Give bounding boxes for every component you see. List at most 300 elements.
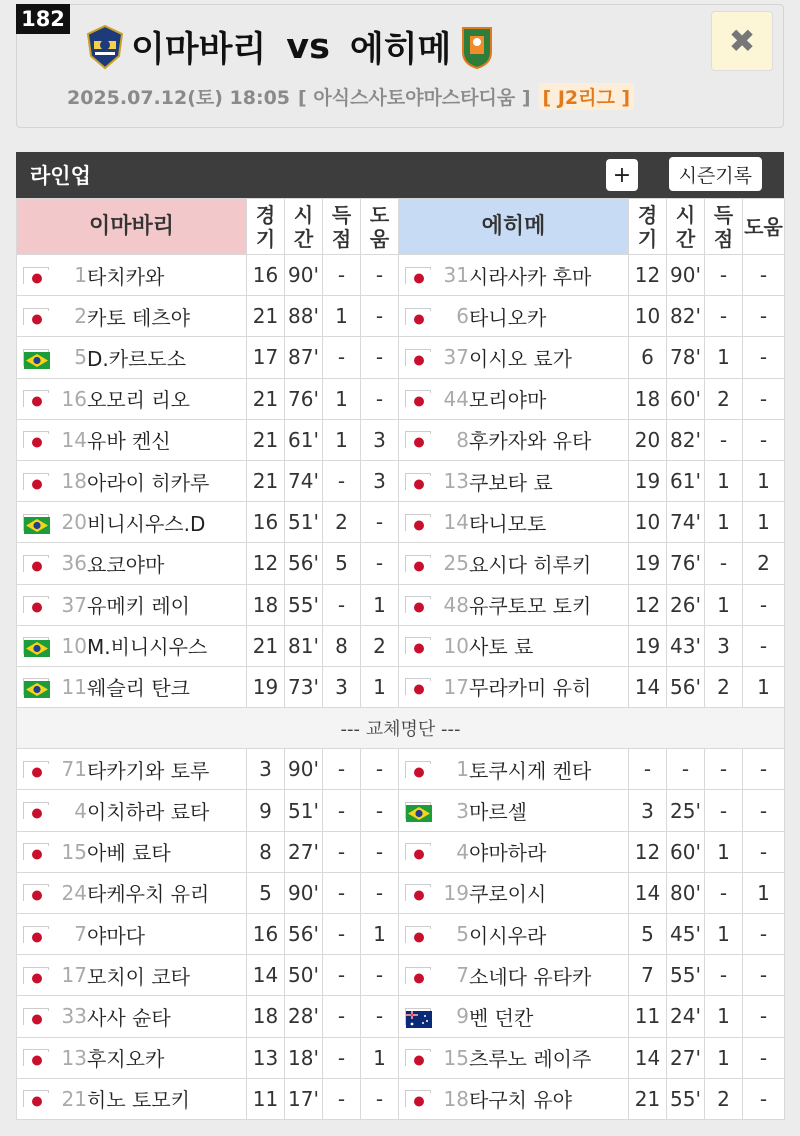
jp-flag-icon: [405, 637, 431, 654]
jp-flag-icon: [405, 843, 431, 860]
home-player-cell[interactable]: [17, 666, 247, 707]
home-player-number: 16: [61, 386, 87, 411]
home-assists-cell: -: [361, 378, 399, 419]
away-time-cell: 45': [667, 914, 705, 955]
jp-flag-icon: [23, 1090, 49, 1107]
home-player-cell[interactable]: [17, 296, 247, 337]
away-player-cell[interactable]: [399, 666, 629, 707]
away-player-cell[interactable]: [399, 255, 629, 296]
away-goals-cell: -: [705, 419, 743, 460]
home-player-name[interactable]: 이치하라 료타: [87, 800, 210, 825]
home-time-cell: 74': [285, 460, 323, 501]
away-games-cell: 5: [629, 914, 667, 955]
home-player-name[interactable]: 타치카와: [87, 264, 165, 289]
home-team-emblem-icon: [85, 24, 125, 70]
home-games-cell: 16: [247, 255, 285, 296]
table-row: [17, 666, 785, 707]
home-player-name[interactable]: 히노 토모키: [87, 1088, 190, 1113]
home-assists-cell: -: [361, 543, 399, 584]
jp-flag-icon: [23, 1008, 49, 1025]
jp-flag-icon: [23, 267, 49, 284]
home-player-number: 14: [61, 427, 87, 452]
away-games-cell: 11: [629, 996, 667, 1037]
away-player-number: 37: [443, 345, 469, 370]
home-player-cell[interactable]: [17, 749, 247, 790]
away-assists-cell: 1: [743, 872, 785, 913]
home-player-name[interactable]: 웨슬리 탄크: [87, 676, 190, 701]
home-player-cell[interactable]: [17, 955, 247, 996]
away-player-cell[interactable]: [399, 460, 629, 501]
home-time-cell: 17': [285, 1078, 323, 1119]
away-player-name[interactable]: 마르셀: [469, 800, 527, 825]
jp-flag-icon: [23, 596, 49, 613]
away-assists-cell: -: [743, 419, 785, 460]
home-player-name[interactable]: 타케우치 유리: [87, 882, 210, 907]
away-goals-cell: -: [705, 872, 743, 913]
away-team-column-header: 에히메: [399, 199, 629, 255]
jp-flag-icon: [405, 1049, 431, 1066]
home-assists-cell: 1: [361, 666, 399, 707]
jp-flag-icon: [405, 884, 431, 901]
match-meta: [67, 83, 634, 110]
home-time-cell: 61': [285, 419, 323, 460]
home-player-number: 71: [61, 757, 87, 782]
away-games-cell: 21: [629, 1078, 667, 1119]
away-player-number: 14: [443, 510, 469, 535]
home-assists-cell: 1: [361, 914, 399, 955]
home-time-cell: 51': [285, 790, 323, 831]
away-player-cell[interactable]: [399, 790, 629, 831]
home-goals-cell: -: [323, 790, 361, 831]
br-flag-icon: [405, 802, 431, 819]
away-goals-cell: 1: [705, 1037, 743, 1078]
away-goals-cell: -: [705, 955, 743, 996]
home-assists-cell: 1: [361, 1037, 399, 1078]
away-time-cell: 55': [667, 1078, 705, 1119]
home-team-name[interactable]: 이마바리: [131, 30, 267, 70]
home-player-cell[interactable]: [17, 378, 247, 419]
home-time-cell: 76': [285, 378, 323, 419]
away-goals-cell: 1: [705, 460, 743, 501]
away-player-name[interactable]: 츠루노 레이주: [469, 1047, 592, 1072]
home-player-cell[interactable]: [17, 502, 247, 543]
home-player-cell[interactable]: [17, 584, 247, 625]
away-player-cell[interactable]: [399, 996, 629, 1037]
jp-flag-icon: [405, 678, 431, 695]
away-goals-cell: 1: [705, 831, 743, 872]
table-row: [17, 502, 785, 543]
home-games-header: 경기: [247, 199, 285, 255]
jp-flag-icon: [23, 555, 49, 572]
home-games-cell: 16: [247, 502, 285, 543]
home-time-cell: 88': [285, 296, 323, 337]
home-assists-cell: -: [361, 872, 399, 913]
away-player-name[interactable]: 타니오카: [469, 305, 547, 330]
jp-flag-icon: [405, 390, 431, 407]
jp-flag-icon: [405, 967, 431, 984]
away-player-number: 10: [443, 633, 469, 658]
away-player-number: 18: [443, 1086, 469, 1111]
home-player-name[interactable]: 요코야마: [87, 552, 165, 577]
away-player-cell[interactable]: [399, 502, 629, 543]
br-flag-icon: [23, 678, 49, 695]
home-player-cell[interactable]: [17, 872, 247, 913]
away-goals-cell: -: [705, 255, 743, 296]
away-player-number: 4: [456, 839, 469, 864]
table-row: [17, 584, 785, 625]
away-player-name[interactable]: 모리야마: [469, 388, 547, 413]
away-games-cell: 19: [629, 625, 667, 666]
home-player-name[interactable]: 오모리 리오: [87, 388, 190, 413]
away-time-cell: 55': [667, 955, 705, 996]
away-player-name[interactable]: 무라카미 유히: [469, 676, 592, 701]
away-time-cell: 27': [667, 1037, 705, 1078]
away-player-cell[interactable]: [399, 749, 629, 790]
away-assists-cell: -: [743, 625, 785, 666]
close-button[interactable]: [711, 11, 773, 71]
table-row: [17, 996, 785, 1037]
away-time-cell: 78': [667, 337, 705, 378]
away-player-name[interactable]: 타니모토: [469, 511, 547, 536]
home-player-cell[interactable]: [17, 419, 247, 460]
away-games-header: 경기: [629, 199, 667, 255]
away-time-cell: 60': [667, 831, 705, 872]
away-time-cell: 76': [667, 543, 705, 584]
away-player-number: 15: [443, 1045, 469, 1070]
home-assists-cell: -: [361, 255, 399, 296]
away-player-cell[interactable]: [399, 419, 629, 460]
away-goals-cell: 3: [705, 625, 743, 666]
home-games-cell: 16: [247, 914, 285, 955]
jp-flag-icon: [23, 843, 49, 860]
home-goals-cell: -: [323, 872, 361, 913]
away-goals-cell: 2: [705, 378, 743, 419]
home-player-number: 36: [61, 551, 87, 576]
away-player-cell[interactable]: [399, 1078, 629, 1119]
home-games-cell: 21: [247, 419, 285, 460]
away-player-name[interactable]: 이시오 료가: [469, 346, 572, 371]
away-time-cell: 25': [667, 790, 705, 831]
jp-flag-icon: [23, 802, 49, 819]
away-player-cell[interactable]: [399, 1037, 629, 1078]
home-goals-cell: -: [323, 460, 361, 501]
away-player-name[interactable]: 사토 료: [469, 635, 534, 660]
away-assists-cell: -: [743, 749, 785, 790]
jp-flag-icon: [405, 473, 431, 490]
away-time-cell: 61': [667, 460, 705, 501]
away-team-name[interactable]: 에히메: [349, 30, 452, 70]
home-player-name[interactable]: 타카기와 토루: [87, 758, 210, 783]
jp-flag-icon: [23, 926, 49, 943]
home-goals-cell: -: [323, 914, 361, 955]
home-player-name[interactable]: 유바 켄신: [87, 429, 171, 454]
home-player-name[interactable]: 유메키 레이: [87, 594, 190, 619]
away-time-cell: 80': [667, 872, 705, 913]
home-goals-cell: -: [323, 337, 361, 378]
away-player-number: 6: [456, 304, 469, 329]
home-player-cell[interactable]: [17, 337, 247, 378]
home-games-cell: 3: [247, 749, 285, 790]
away-assists-cell: -: [743, 790, 785, 831]
substitutes-label: --- 교체명단 ---: [17, 708, 785, 749]
home-player-number: 7: [74, 922, 87, 947]
home-assists-cell: 3: [361, 460, 399, 501]
away-goals-header: 득점: [705, 199, 743, 255]
jp-flag-icon: [405, 431, 431, 448]
away-assists-cell: 1: [743, 502, 785, 543]
table-row: [17, 831, 785, 872]
home-player-number: 1: [74, 263, 87, 288]
away-assists-cell: -: [743, 255, 785, 296]
home-assists-cell: -: [361, 749, 399, 790]
br-flag-icon: [23, 349, 49, 366]
away-games-cell: 19: [629, 460, 667, 501]
home-games-cell: 19: [247, 666, 285, 707]
home-player-number: 4: [74, 798, 87, 823]
away-time-cell: 56': [667, 666, 705, 707]
home-games-cell: 21: [247, 378, 285, 419]
home-assists-cell: -: [361, 996, 399, 1037]
away-assists-cell: -: [743, 914, 785, 955]
jp-flag-icon: [23, 761, 49, 778]
away-goals-cell: 2: [705, 666, 743, 707]
away-player-cell[interactable]: [399, 625, 629, 666]
home-games-cell: 11: [247, 1078, 285, 1119]
home-goals-cell: -: [323, 584, 361, 625]
home-player-number: 18: [61, 469, 87, 494]
away-time-cell: 24': [667, 996, 705, 1037]
home-goals-cell: 8: [323, 625, 361, 666]
jp-flag-icon: [405, 349, 431, 366]
away-player-name[interactable]: 소네다 유타카: [469, 964, 592, 989]
expand-button[interactable]: +: [606, 159, 638, 191]
home-team-column-header: 이마바리: [17, 199, 247, 255]
away-games-cell: 20: [629, 419, 667, 460]
lineup-header-bar: [16, 152, 784, 198]
away-assists-cell: -: [743, 1078, 785, 1119]
away-games-cell: -: [629, 749, 667, 790]
br-flag-icon: [23, 637, 49, 654]
jp-flag-icon: [405, 596, 431, 613]
away-player-name[interactable]: 요시다 히루키: [469, 552, 592, 577]
away-assists-cell: -: [743, 584, 785, 625]
away-player-cell[interactable]: [399, 584, 629, 625]
away-games-cell: 10: [629, 296, 667, 337]
away-assists-cell: -: [743, 1037, 785, 1078]
home-player-name[interactable]: 야마다: [87, 923, 145, 948]
home-goals-cell: 1: [323, 296, 361, 337]
jp-flag-icon: [23, 884, 49, 901]
away-player-cell[interactable]: [399, 955, 629, 996]
home-player-cell[interactable]: [17, 831, 247, 872]
away-player-number: 5: [456, 922, 469, 947]
away-player-name[interactable]: 벤 던칸: [469, 1005, 534, 1030]
away-goals-cell: 1: [705, 502, 743, 543]
lineup-table: [16, 198, 785, 1120]
away-player-number: 48: [443, 592, 469, 617]
away-player-name[interactable]: 유쿠토모 토키: [469, 594, 592, 619]
season-record-button[interactable]: 시즌기록: [669, 157, 762, 191]
away-player-cell[interactable]: [399, 378, 629, 419]
away-player-name[interactable]: 쿠로이시: [469, 882, 547, 907]
home-player-cell[interactable]: [17, 460, 247, 501]
table-row: [17, 625, 785, 666]
jp-flag-icon: [23, 1049, 49, 1066]
jp-flag-icon: [23, 308, 49, 325]
home-games-cell: 18: [247, 996, 285, 1037]
table-row: [17, 419, 785, 460]
home-goals-cell: 2: [323, 502, 361, 543]
home-player-cell[interactable]: [17, 1078, 247, 1119]
home-player-name[interactable]: 후지오카: [87, 1047, 165, 1072]
home-player-cell[interactable]: [17, 1037, 247, 1078]
home-player-number: 5: [74, 345, 87, 370]
match-number-badge: 182: [16, 4, 70, 34]
home-games-cell: 9: [247, 790, 285, 831]
home-assists-cell: -: [361, 955, 399, 996]
vs-label: vs: [286, 27, 330, 67]
home-time-cell: 55': [285, 584, 323, 625]
jp-flag-icon: [23, 473, 49, 490]
home-player-number: 10: [61, 633, 87, 658]
br-flag-icon: [23, 514, 49, 531]
away-player-cell[interactable]: [399, 914, 629, 955]
home-player-number: 24: [61, 880, 87, 905]
match-venue[interactable]: [ 아식스사토야마스타디움 ]: [298, 87, 531, 109]
jp-flag-icon: [23, 390, 49, 407]
home-assists-cell: -: [361, 502, 399, 543]
home-player-name[interactable]: 사사 슌타: [87, 1005, 171, 1030]
home-time-cell: 90': [285, 872, 323, 913]
home-games-cell: 8: [247, 831, 285, 872]
table-row: [17, 543, 785, 584]
jp-flag-icon: [405, 555, 431, 572]
table-row: [17, 914, 785, 955]
table-row: [17, 460, 785, 501]
home-player-name[interactable]: D.카르도소: [87, 346, 187, 371]
home-player-name[interactable]: M.비니시우스: [87, 635, 208, 660]
home-games-cell: 18: [247, 584, 285, 625]
home-player-cell[interactable]: [17, 255, 247, 296]
away-time-cell: 90': [667, 255, 705, 296]
home-time-cell: 51': [285, 502, 323, 543]
match-header: [16, 4, 784, 128]
home-games-cell: 21: [247, 296, 285, 337]
home-time-cell: 28': [285, 996, 323, 1037]
away-player-number: 19: [443, 880, 469, 905]
away-games-cell: 18: [629, 378, 667, 419]
table-row: [17, 872, 785, 913]
home-goals-cell: -: [323, 996, 361, 1037]
away-goals-cell: -: [705, 296, 743, 337]
away-team-emblem-icon: [457, 24, 497, 70]
away-player-name[interactable]: 타구치 유야: [469, 1088, 572, 1113]
table-row: [17, 1078, 785, 1119]
home-player-name[interactable]: 비니시우스.D: [87, 511, 206, 536]
home-player-name[interactable]: 카토 테츠야: [87, 305, 190, 330]
home-goals-cell: -: [323, 1078, 361, 1119]
home-player-cell[interactable]: [17, 914, 247, 955]
home-goals-cell: -: [323, 1037, 361, 1078]
home-time-cell: 56': [285, 543, 323, 584]
away-games-cell: 19: [629, 543, 667, 584]
home-player-number: 11: [61, 674, 87, 699]
away-player-cell[interactable]: [399, 337, 629, 378]
lineup-section: [16, 152, 784, 1120]
away-player-number: 17: [443, 674, 469, 699]
away-player-name[interactable]: 이시우라: [469, 923, 547, 948]
away-assists-cell: 2: [743, 543, 785, 584]
substitutes-separator-row: [17, 708, 785, 749]
home-time-cell: 81': [285, 625, 323, 666]
away-assists-cell: 1: [743, 666, 785, 707]
home-player-name[interactable]: 아라이 히카루: [87, 470, 210, 495]
away-goals-cell: 1: [705, 996, 743, 1037]
table-row: [17, 1037, 785, 1078]
jp-flag-icon: [23, 431, 49, 448]
home-player-number: 17: [61, 963, 87, 988]
home-player-cell[interactable]: [17, 996, 247, 1037]
home-player-name[interactable]: 모치이 코타: [87, 964, 190, 989]
away-games-cell: 3: [629, 790, 667, 831]
home-player-cell[interactable]: [17, 625, 247, 666]
table-row: [17, 255, 785, 296]
league-badge[interactable]: [ J2리그 ]: [539, 83, 635, 110]
jp-flag-icon: [405, 761, 431, 778]
away-assists-cell: -: [743, 337, 785, 378]
home-goals-cell: -: [323, 831, 361, 872]
home-player-number: 15: [61, 839, 87, 864]
away-player-number: 1: [456, 757, 469, 782]
match-title: [85, 23, 497, 71]
home-player-cell[interactable]: [17, 790, 247, 831]
home-games-cell: 17: [247, 337, 285, 378]
away-player-cell[interactable]: [399, 831, 629, 872]
jp-flag-icon: [405, 1090, 431, 1107]
home-player-number: 2: [74, 304, 87, 329]
away-time-cell: -: [667, 749, 705, 790]
away-player-cell[interactable]: [399, 296, 629, 337]
away-time-cell: 82': [667, 296, 705, 337]
match-datetime: 2025.07.12(토) 18:05: [67, 87, 291, 109]
away-player-cell[interactable]: [399, 543, 629, 584]
home-games-cell: 13: [247, 1037, 285, 1078]
away-goals-cell: 1: [705, 337, 743, 378]
home-goals-cell: 1: [323, 378, 361, 419]
home-player-name[interactable]: 아베 료타: [87, 841, 171, 866]
close-icon: ✖: [728, 22, 756, 60]
away-games-cell: 10: [629, 502, 667, 543]
jp-flag-icon: [405, 267, 431, 284]
home-player-cell[interactable]: [17, 543, 247, 584]
lineup-body: [17, 255, 785, 1120]
away-goals-cell: -: [705, 790, 743, 831]
away-player-number: 7: [456, 963, 469, 988]
away-time-cell: 26': [667, 584, 705, 625]
away-player-number: 13: [443, 469, 469, 494]
away-assists-cell: -: [743, 955, 785, 996]
away-player-name[interactable]: 쿠보타 료: [469, 470, 553, 495]
away-player-name[interactable]: 토쿠시게 켄타: [469, 758, 592, 783]
home-time-header: 시간: [285, 199, 323, 255]
away-player-name[interactable]: 후카자와 유타: [469, 429, 592, 454]
home-player-number: 20: [61, 510, 87, 535]
away-player-cell[interactable]: [399, 872, 629, 913]
away-goals-cell: -: [705, 749, 743, 790]
away-assists-cell: 1: [743, 460, 785, 501]
away-player-name[interactable]: 야마하라: [469, 841, 547, 866]
away-player-name[interactable]: 시라사카 후마: [469, 264, 592, 289]
